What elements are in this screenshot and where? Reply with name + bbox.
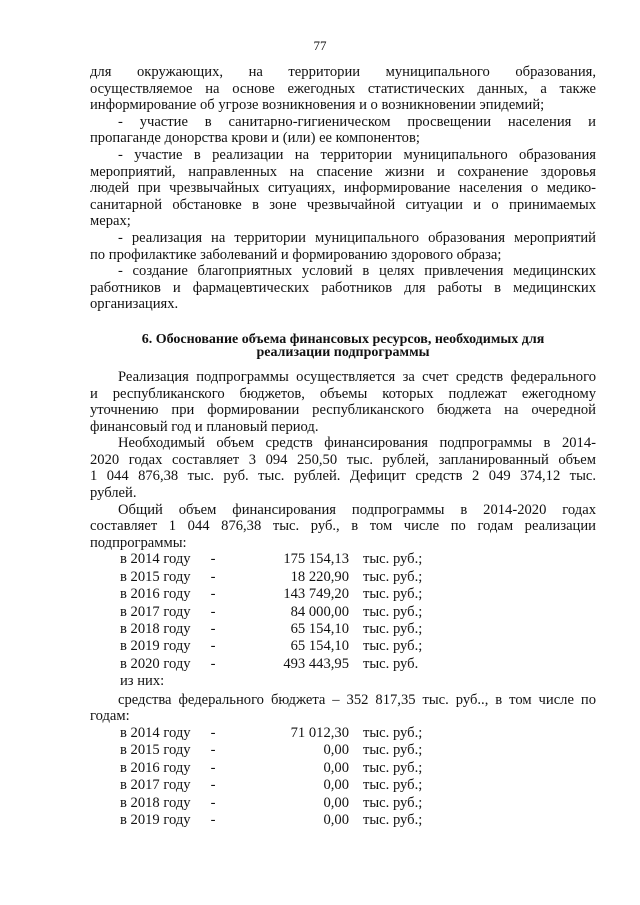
section-heading-line: реализации подпрограммы [256,344,430,360]
page-number: 77 [313,38,327,53]
year-cell: в 2019 году [120,812,191,829]
text-line: - реализация на территории муниципального образования мероприятий [118,229,596,246]
dash-cell: - [210,812,216,829]
unit-cell: тыс. руб.; [363,586,423,603]
amount-cell: 0,00 [323,777,349,794]
paragraph [90,692,596,725]
text-line: и республиканского бюджетов, объемы которых подлежат ежегодному [90,385,596,402]
amount-cell: 0,00 [323,742,349,759]
table-row [120,812,433,829]
year-cell: в 2020 году [120,655,191,672]
text-line: 2020 годах составляет 3 094 250,50 тыс. рублей, запланированный объем [90,451,596,468]
year-cell: в 2018 году [120,794,191,811]
paragraph [90,435,596,501]
year-cell: в 2015 году [120,568,191,585]
year-cell: в 2019 году [120,638,191,655]
financing-by-year-table [120,551,433,673]
table-row [120,795,433,812]
table-row [120,742,433,759]
year-cell: в 2015 году [120,742,191,759]
dash-cell: - [210,759,216,776]
dash-cell: - [210,638,216,655]
year-cell: в 2017 году [120,603,191,620]
text-line: осуществляемое на основе ежегодных статистических данных, а также [90,80,596,97]
text-line: средства федерального бюджета – 352 817,35 тыс. руб.., в том числе по [118,691,596,708]
year-cell: в 2017 году [120,777,191,794]
dash-cell: - [210,621,216,638]
table-row [120,656,433,673]
text-line: Необходимый объем средств финансирования подпрограммы в 2014- [118,435,596,452]
dash-cell: - [210,603,216,620]
unit-cell: тыс. руб.; [363,812,423,829]
federal-budget-table [120,725,433,829]
dash-cell: - [210,586,216,603]
unit-cell: тыс. руб. [363,655,419,672]
section-heading [90,333,596,359]
amount-cell: 0,00 [323,759,349,776]
text-line: людей при чрезвычайных ситуациях, информирование населения о медико- [90,180,596,197]
dash-cell: - [210,725,216,742]
table-row [120,760,433,777]
amount-cell: 175 154,13 [283,551,349,568]
text-line: по профилактике заболеваний и формированию здорового образа; [90,246,502,263]
unit-cell: тыс. руб.; [363,638,423,655]
section-heading-line: 6. Обоснование объема финансовых ресурсов, необходимых для [141,331,545,347]
list-item [90,147,596,230]
text-line: Реализация подпрограммы осуществляется за счет средств федерального [118,368,596,385]
table-row [120,621,433,638]
text-line: Общий объем финансирования подпрограммы в 2014-2020 годах [118,501,596,518]
text-line: для окружающих, на территории муниципального образования, [90,64,596,80]
unit-cell: тыс. руб.; [363,759,423,776]
text-line: работников и фармацевтических работников для работы в медицинских [90,279,596,296]
document-body [90,64,596,830]
text-line: информирование об угрозе возникновения и о возникновении эпидемий; [90,97,545,114]
paragraph [90,369,596,435]
paragraph [90,64,596,114]
year-cell: в 2016 году [120,759,191,776]
amount-cell: 65 154,10 [290,621,349,638]
year-cell: в 2014 году [120,551,191,568]
text-line: финансовый год и плановый период. [90,418,319,435]
unit-cell: тыс. руб.; [363,742,423,759]
amount-cell: 84 000,00 [290,603,349,620]
text-line: подпрограммы: [90,534,187,551]
text-line: организациях. [90,296,179,313]
text-line: - участие в санитарно-гигиеническом просвещении населения и [118,113,596,130]
text-line: санитарной обстановке в зоне чрезвычайной ситуации и о принимаемых [90,196,596,213]
text-line: пропаганде донорства крови и (или) ее компонентов; [90,130,420,147]
dash-cell: - [210,777,216,794]
table-row [120,551,433,568]
text-line: мерах; [90,213,131,230]
amount-cell: 493 443,95 [283,655,349,672]
dash-cell: - [210,655,216,672]
year-cell: в 2018 году [120,621,191,638]
amount-cell: 18 220,90 [290,568,349,585]
year-cell: в 2014 году [120,725,191,742]
list-item [90,263,596,313]
text-line: составляет 1 044 876,38 тыс. руб., в том числе по годам реализации [90,518,596,535]
table-row [120,638,433,655]
amount-cell: 0,00 [323,812,349,829]
text-line: 1 044 876,38 тыс. руб. тыс. рублей. Дефицит средств 2 049 374,12 тыс. [90,468,596,485]
table-row [120,604,433,621]
table-row [120,725,433,742]
text-line: - участие в реализации на территории муниципального образования [118,146,596,163]
amount-cell: 65 154,10 [290,638,349,655]
paragraph [90,502,596,552]
table-row [120,569,433,586]
unit-cell: тыс. руб.; [363,568,423,585]
amount-cell: 143 749,20 [283,586,349,603]
table-row [120,777,433,794]
unit-cell: тыс. руб.; [363,777,423,794]
list-item [90,114,596,147]
dash-cell: - [210,551,216,568]
unit-cell: тыс. руб.; [363,551,423,568]
unit-cell: тыс. руб.; [363,621,423,638]
table-row [120,586,433,603]
text-line: уточнению при формировании республиканского бюджета на очередной [90,402,596,419]
unit-cell: тыс. руб.; [363,603,423,620]
text-line: - создание благоприятных условий в целях привлечения медицинских [118,263,596,280]
list-item [90,230,596,263]
from-them-label: из них: [120,673,165,690]
dash-cell: - [210,742,216,759]
year-cell: в 2016 году [120,586,191,603]
text-line: годам: [90,708,130,725]
unit-cell: тыс. руб.; [363,794,423,811]
text-line: мероприятий, направленных на спасение жизни и сохранение здоровья [90,163,596,180]
amount-cell: 0,00 [323,794,349,811]
text-line: рублей. [90,485,137,502]
dash-cell: - [210,794,216,811]
dash-cell: - [210,568,216,585]
unit-cell: тыс. руб.; [363,725,423,742]
amount-cell: 71 012,30 [290,725,349,742]
